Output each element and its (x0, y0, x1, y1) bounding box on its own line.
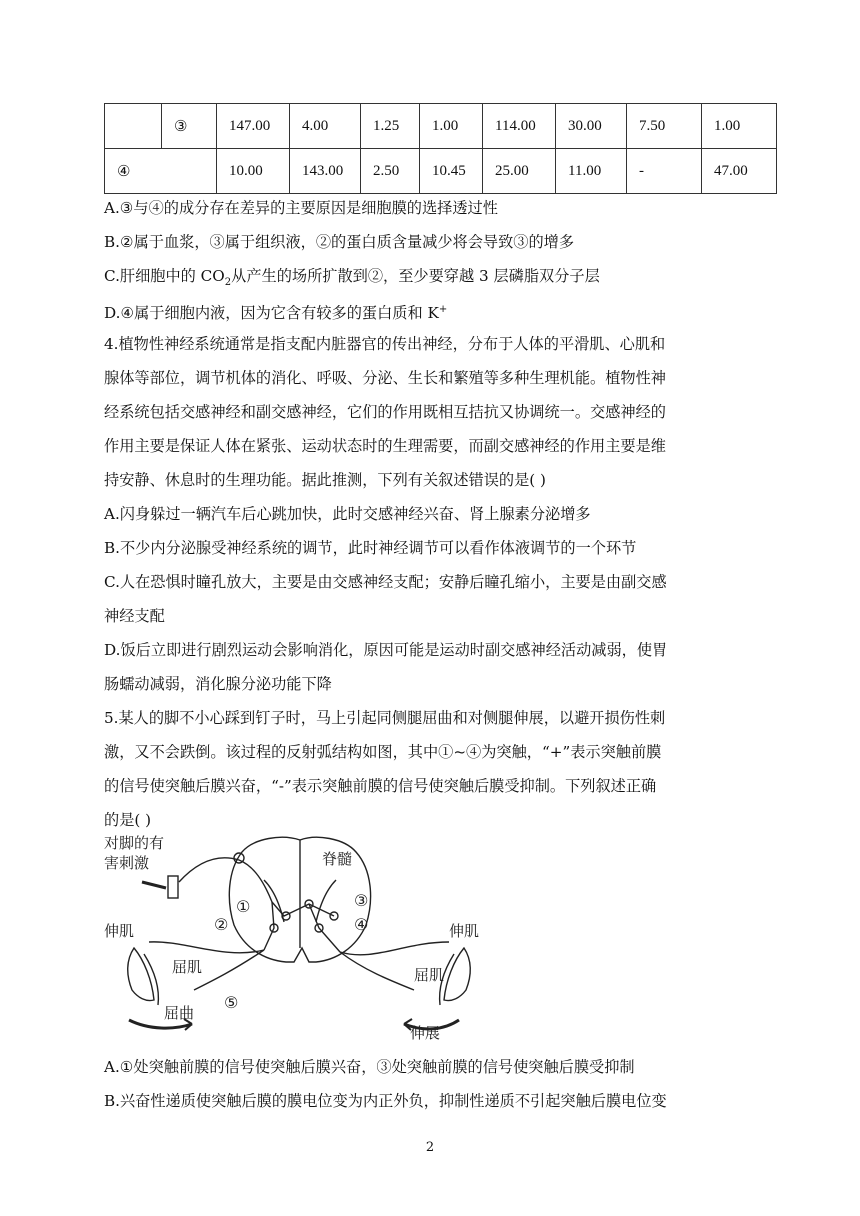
table-cell: 25.00 (483, 149, 556, 194)
flexor-right-label: 屈肌 (414, 966, 445, 984)
table-cell: 143.00 (290, 149, 361, 194)
q4-option-d: 肠蠕动减弱，消化腺分泌功能下降 (104, 675, 332, 693)
q4-option-d: D.饭后立即进行剧烈运动会影响消化，原因可能是运动时副交感神经活动减弱，使胃 (104, 641, 668, 659)
table-cell (105, 104, 162, 149)
q4-stem-line: 腺体等部位，调节机体的消化、呼吸、分泌、生长和繁殖等多种生理机能。植物性神 (104, 369, 666, 387)
page-number: 2 (425, 1140, 435, 1155)
table-cell: 2.50 (361, 149, 420, 194)
table-cell: 10.00 (217, 149, 290, 194)
q4-option-b: B.不少内分泌腺受神经系统的调节，此时神经调节可以看作体液调节的一个环节 (104, 539, 637, 557)
q3-option-a: A.③与④的成分存在差异的主要原因是细胞膜的选择透过性 (104, 199, 498, 217)
q4-stem-line: 经系统包括交感神经和副交感神经，它们的作用既相互拮抗又协调统一。交感神经的 (104, 403, 666, 421)
subscript: 2 (224, 277, 232, 289)
q5-stem-line: 5.某人的脚不小心踩到钉子时，马上引起同侧腿屈曲和对侧腿伸展，以避开损伤性刺 (104, 709, 666, 727)
q4-option-a: A.闪身躲过一辆汽车后心跳加快，此时交感神经兴奋、肾上腺素分泌增多 (104, 505, 591, 523)
table-cell: 1.25 (361, 104, 420, 149)
q4-stem-line: 4.植物性神经系统通常是指支配内脏器官的传出神经，分布于人体的平滑肌、心肌和 (104, 335, 666, 353)
table-cell: 4.00 (290, 104, 361, 149)
q4-option-c: C.人在恐惧时瞳孔放大，主要是由交感神经支配；安静后瞳孔缩小，主要是由副交感 (104, 573, 667, 591)
table-cell: 1.00 (702, 104, 777, 149)
q3-option-d (104, 293, 754, 327)
table-cell: ④ (105, 149, 217, 194)
stimulus-label: 对脚的有 (104, 834, 165, 852)
q5-stem-line: 的信号使突触后膜兴奋，“-”表示突触前膜的信号使突触后膜受抑制。下列叙述正确 (104, 777, 657, 795)
table-cell: 30.00 (556, 104, 627, 149)
spinal-cord-label: 脊髓 (322, 850, 353, 868)
question-text-block (104, 1050, 754, 1118)
table-cell: 47.00 (702, 149, 777, 194)
table-cell: 1.00 (420, 104, 483, 149)
synapse-1-label: ① (236, 897, 251, 916)
q3-option-d-text: D.④属于细胞内液，因为它含有较多的蛋白质和 K (104, 304, 439, 323)
q3-option-c-text: 从产生的场所扩散到②，至少要穿越 3 层磷脂双分子层 (231, 267, 600, 285)
stimulus-label: 害刺激 (104, 854, 150, 872)
synapse-4-label: ④ (354, 915, 369, 934)
table-cell: 11.00 (556, 149, 627, 194)
reflex-arc-diagram (104, 830, 499, 1040)
q5-stem-line: 激，又不会跌倒。该过程的反射弧结构如图，其中①~④为突触，“+”表示突触前膜 (104, 743, 662, 761)
nerve-2-label: ② (214, 915, 229, 934)
table-cell: - (627, 149, 702, 194)
q3-option-c-text: C.肝细胞中的 CO (104, 267, 225, 285)
extensor-right-label: 伸肌 (449, 922, 480, 940)
ion-composition-table (104, 103, 777, 194)
q5-option-b: B.兴奋性递质使突触后膜的膜电位变为内正外负，抑制性递质不引起突触后膜电位变 (104, 1092, 667, 1110)
q5-stem-line: 的是( ) (104, 811, 152, 829)
table-cell: 147.00 (217, 104, 290, 149)
table-row (105, 104, 777, 149)
q4-stem-line: 作用主要是保证人体在紧张、运动状态时的生理需要，而副交感神经的作用主要是维 (104, 437, 666, 455)
flexor-left-label: 屈肌 (172, 958, 203, 976)
q4-option-c: 神经支配 (104, 607, 165, 625)
q3-option-c (104, 259, 754, 293)
table-row (105, 149, 777, 194)
q3-option-b: B.②属于血浆，③属于组织液，②的蛋白质含量减少将会导致③的增多 (104, 233, 575, 251)
q5-option-a: A.①处突触前膜的信号使突触后膜兴奋，③处突触前膜的信号使突触后膜受抑制 (104, 1058, 635, 1076)
q4-stem-line: 持安静、休息时的生理功能。据此推测，下列有关叙述错误的是( ) (104, 471, 546, 489)
flexion-label: 屈曲 (164, 1004, 195, 1022)
superscript: + (438, 304, 448, 315)
table-cell: 7.50 (627, 104, 702, 149)
table-cell: 114.00 (483, 104, 556, 149)
question-text-block (104, 191, 754, 837)
nerve-5-label: ⑤ (224, 993, 239, 1012)
extension-label: 伸展 (410, 1024, 441, 1040)
table-cell: ③ (162, 104, 217, 149)
extensor-left-label: 伸肌 (104, 922, 135, 940)
table-cell: 10.45 (420, 149, 483, 194)
synapse-3-label: ③ (354, 891, 369, 910)
